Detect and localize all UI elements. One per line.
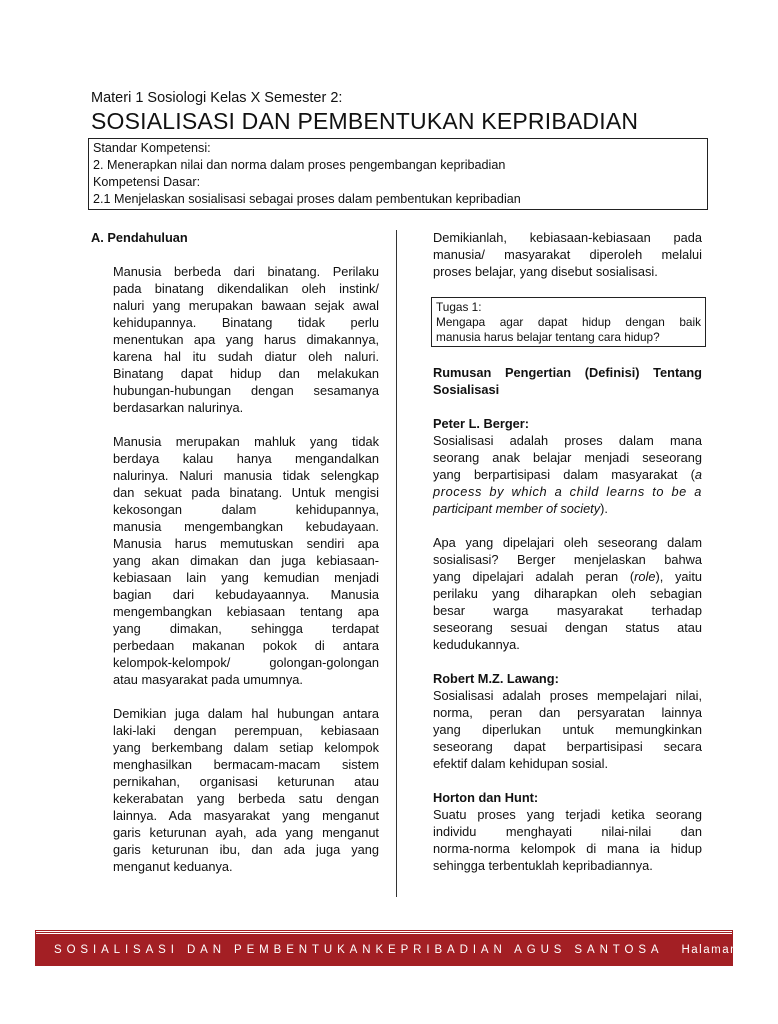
apa-line: Apa yang dipelajari oleh seseorang dalam — [433, 535, 702, 550]
definitions-section — [433, 364, 702, 874]
berger-text: ). — [600, 501, 608, 516]
text-line: Sosialisasi adalah proses mempelajari nilai, — [433, 688, 702, 703]
text-line: besar warga masyarakat terhadap — [433, 603, 702, 618]
berger-italic: participant member of society — [433, 501, 601, 516]
rumusan-heading: Rumusan Pengertian (Definisi) Tentang — [433, 365, 702, 380]
apa-line: sosialisasi? Berger menjelaskan bahwa — [433, 552, 702, 567]
text-line: pernikahan, organisasi keturunan atau — [113, 774, 379, 789]
text-line: sehingga terbentuklah kepribadiannya. — [433, 858, 653, 873]
paragraph-2 — [113, 433, 379, 688]
paragraph-1 — [113, 263, 379, 416]
text-line: Demikian juga dalam hal hubungan antara — [113, 706, 379, 721]
berger-line — [433, 466, 702, 483]
text-line: seseorang sesuai dengan status atau — [433, 620, 702, 635]
text-line: mengembangkan kebiasaan tentang apa — [113, 604, 379, 619]
kompetensi-dasar-text: 2.1 Menjelaskan sosialisasi sebagai proses dalam pembentukan kepribadian — [93, 192, 521, 206]
berger-text: yang berpartisipasi dalam masyarakat ( — [433, 467, 695, 482]
apa-line — [433, 568, 702, 585]
footer-text: SOSIALISASI DAN PEMBENTUKANKEPRIBADIAN AGUS SANTOSA — [54, 943, 664, 956]
text-line: yang dimakan, sehingga terdapat — [113, 621, 379, 636]
berger-line: seorang anak belajar menjadi seseorang — [433, 450, 702, 465]
left-column — [91, 229, 379, 875]
text-line: menghasilkan bermacam-macam sistem — [113, 757, 379, 772]
text-line: Suatu proses yang terjadi ketika seorang — [433, 807, 702, 822]
footer-page-label: Halaman — [681, 943, 739, 956]
text-line: pada binatang dikendalikan oleh instink/ — [113, 281, 379, 296]
text-line: naluri yang merupakan bawaan sejak awal — [113, 298, 379, 313]
lawang-paragraph — [433, 687, 702, 772]
document-title: SOSIALISASI DAN PEMBENTUKAN KEPRIBADIAN — [91, 108, 639, 134]
text-line: laki-laki dengan perempuan, kebiasaan — [113, 723, 379, 738]
text-line: yang akan dimakan dan juga kebiasaan- — [113, 553, 379, 568]
standar-kompetensi-label: Standar Kompetensi: — [93, 141, 211, 155]
berger-italic-line: process by which a child learns to be a — [433, 484, 702, 499]
standar-kompetensi-text: 2. Menerapkan nilai dan norma dalam proses pengembangan kepribadian — [93, 158, 506, 172]
tugas-question-line1: Mengapa agar dapat hidup dengan baik — [436, 315, 701, 329]
tugas-box — [431, 297, 706, 347]
text-line: kedudukannya. — [433, 637, 520, 652]
text-line: manusia/ masyarakat diperoleh melalui — [433, 247, 702, 262]
horton-paragraph — [433, 806, 702, 874]
text-line: bagian dari kebudayaannya. Manusia — [113, 587, 379, 602]
text-line: Manusia berbeda dari binatang. Perilaku — [113, 264, 379, 279]
berger-italic: a — [694, 467, 702, 482]
intro-paragraph — [433, 229, 702, 280]
text-line: yang diperlukan untuk memungkinkan — [433, 722, 702, 737]
kompetensi-dasar-label: Kompetensi Dasar: — [93, 175, 201, 189]
kompetensi-box — [88, 138, 708, 210]
text-line: berdasarkan nalurinya. — [113, 400, 244, 415]
text-line: efektif dalam kehidupan sosial. — [433, 756, 608, 771]
horton-heading: Horton dan Hunt: — [433, 790, 539, 805]
text-line: yang berkembang dalam setiap kelompok — [113, 740, 379, 755]
text-line: nalurinya. Naluri manusia tidak selengkap — [113, 468, 379, 483]
lawang-heading: Robert M.Z. Lawang: — [433, 671, 559, 686]
text-line: seseorang dapat berpartisipasi secara — [433, 739, 702, 754]
text-line: lainnya. Ada masyarakat yang menganut — [113, 808, 379, 823]
tugas-label: Tugas 1: — [436, 300, 482, 314]
text-line: norma-norma kelompok di mana ia hidup — [433, 841, 702, 856]
text-line: atau masyarakat pada umumnya. — [113, 672, 303, 687]
footer-page-number: 1 — [772, 943, 778, 956]
text-line: norma, peran dan persyaratan lainnya — [433, 705, 702, 720]
text-line: dan sekuat pada binatang. Untuk mengisi — [113, 485, 379, 500]
apa-italic: role — [634, 569, 656, 584]
berger-line: Sosialisasi adalah proses dalam mana — [433, 433, 702, 448]
paragraph-3 — [113, 705, 379, 875]
tugas-question-line2: manusia harus belajar tentang cara hidup? — [436, 330, 660, 344]
text-line: garis keturunan ayah, ada yang menganut — [113, 825, 379, 840]
text-line: kebiasaan lain yang kemudian menjadi — [113, 570, 379, 585]
text-line: hubungan-hubungan dengan sesamanya — [113, 383, 379, 398]
text-line: garis keturunan ibu, dan ada juga yang — [113, 842, 379, 857]
text-line: menganut keduanya. — [113, 859, 233, 874]
text-line: kelompok-kelompok/ golongan-golongan — [113, 655, 379, 670]
berger-heading: Peter L. Berger: — [433, 416, 530, 431]
apa-text: ), yaitu — [655, 569, 703, 584]
column-divider — [396, 230, 397, 897]
text-line: menentukan apa yang harus dimakannya, — [113, 332, 379, 347]
text-line: Demikianlah, kebiasaan-kebiasaan pada — [433, 230, 702, 245]
berger-line — [433, 500, 702, 517]
apa-text: yang dipelajari adalah peran ( — [433, 569, 635, 584]
text-line: proses belajar, yang disebut sosialisasi. — [433, 264, 658, 279]
apa-rest — [433, 585, 702, 653]
footer-bar — [36, 931, 778, 965]
section-heading-pendahuluan: A. Pendahuluan — [91, 230, 188, 245]
document-subtitle: Materi 1 Sosiologi Kelas X Semester 2: — [91, 90, 343, 106]
text-line: manusia mengembangkan kebudayaan. — [113, 519, 379, 534]
text-line: Manusia harus memutuskan sendiri apa — [113, 536, 379, 551]
text-line: kekosongan dalam kehidupannya, — [113, 502, 379, 517]
right-column — [433, 229, 702, 280]
text-line: individu menghayati nilai-nilai dan — [433, 824, 702, 839]
text-line: kehidupannya. Binatang tidak perlu — [113, 315, 379, 330]
text-line: berdaya kalau hanya mengandalkan — [113, 451, 379, 466]
text-line: perilaku yang diharapkan oleh sebagian — [433, 586, 702, 601]
text-line: perbedaan makanan pokok di antara — [113, 638, 379, 653]
text-line: karena hal itu sudah diatur oleh naluri. — [113, 349, 379, 364]
text-line: kekerabatan yang berbeda satu dengan — [113, 791, 379, 806]
rumusan-heading-2: Sosialisasi — [433, 382, 500, 397]
text-line: Binatang dapat hidup dan melakukan — [113, 366, 379, 381]
text-line: Manusia merupakan mahluk yang tidak — [113, 434, 379, 449]
